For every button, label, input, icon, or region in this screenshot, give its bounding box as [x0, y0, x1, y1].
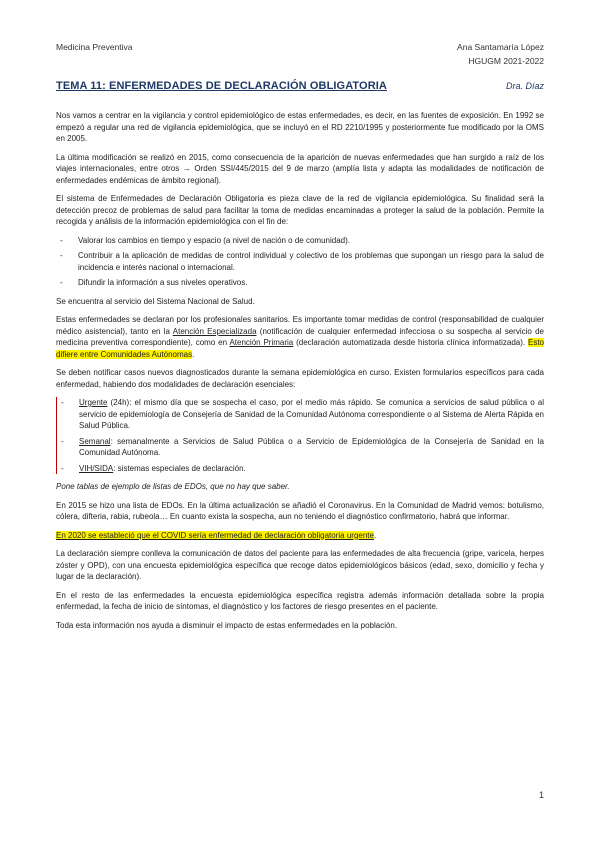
list-item — [57, 397, 544, 432]
dash-bullet: - — [61, 463, 64, 473]
list-item-text: Contribuir a la aplicación de medidas de control individual y colectivo de los problemas que supongan un riesgo para la salud de incidencia e interés nacional o internacional. — [78, 251, 544, 272]
mode-term: VIH/SIDA — [79, 463, 114, 473]
page-title: TEMA 11: ENFERMEDADES DE DECLARACIÓN OBLIGATORIA — [56, 80, 387, 92]
list-item — [57, 436, 544, 459]
dash-bullet: - — [61, 436, 64, 446]
list-item — [57, 463, 544, 475]
paragraph-last-modification — [56, 152, 544, 187]
list-item — [56, 235, 544, 247]
paragraph-impact: Toda esta información nos ayuda a disminuir el impacto de estas enfermedades en la población. — [56, 620, 398, 630]
note-tables: Pone tablas de ejemplo de listas de EDOs, que no hay que saber. — [56, 482, 290, 491]
mode-text: : sistemas especiales de declaración. — [113, 463, 246, 473]
header-course: Medicina Preventiva — [56, 42, 133, 52]
list-item — [56, 277, 544, 289]
header-hospital-year: HGUGM 2021-2022 — [468, 56, 544, 66]
atencion-primaria: Atención Primaria — [229, 338, 294, 347]
paragraph-intro: Nos vamos a centrar en la vigilancia y control epidemiológico de estas enfermedades, es decir, en las fuentes de exposición. En 1992 se empezó a regular una red de vigilancia epidemiológica, que se incluyó en el RD 2210/1995 y posteriormente fue modificado por la OMS en 2005. — [56, 111, 544, 143]
paragraph-edo-system: El sistema de Enfermedades de Declaración Obligatoria es pieza clave de la red de vigilancia epidemiológica. Su finalidad será la detección precoz de problemas de salud para facilitar la toma de medidas encaminadas a proteger la salud de la población. Permite la recogida y análisis de la información epidemiológica con el fin de: — [56, 194, 544, 226]
list-item-text: Valorar los cambios en tiempo y espacio (a nivel de nación o de comunidad). — [78, 235, 350, 245]
dash-bullet: - — [61, 398, 64, 407]
paragraph-2015-list: En 2015 se hizo una lista de EDOs. En la última actualización se añadió el Coronavirus. En la Comunidad de Madrid vemos: botulismo, cólera, difteria, rabia, rubeola… En cuanto exista la sospecha, aun no teniendo el diagnóstico confirmatorio, habrá que informar. — [56, 500, 544, 521]
mode-term: Semanal — [79, 436, 111, 446]
mode-text: (24h): el mismo día que se sospecha el caso, por el medio más rápido. Se comunica a servicios de salud pública o al servicio de epidemiología de Consejería de Sanidad de la Comunidad Autónoma correspondiente o al Sistema de Alerta Rápida en Salud Pública. — [79, 398, 544, 430]
paragraph-patient-data: La declaración siempre conlleva la comunicación de datos del paciente para las enfermedades de alta frecuencia (gripe, varicela, herpes zóster y OPD), con una encuesta epidemiológica específica que recoge datos epidemiológicos básicos (edad, sexo, domicilio y fecha y lugar de la declaración). — [56, 549, 544, 581]
lecturer-name: Dra. Díaz — [505, 81, 544, 91]
paragraph-notification: Se deben notificar casos nuevos diagnosticados durante la semana epidemiológica en curso. Existen formularios específicos para cada enfermedad, habiendo dos modalidades de declaración esenciales: — [56, 368, 544, 389]
mode-term: Urgente — [79, 398, 108, 407]
mode-text: : semanalmente a Servicios de Salud Pública o a Servicio de Epidemiológica de la Consejería de Sanidad en la Comunidad Autónoma. — [79, 436, 544, 457]
dash-bullet: - — [60, 235, 63, 245]
p2-text-b: Orden SSI/445/2015 del 9 de marzo (amplía lista y adapta las modalidades de notificación de enfermedades endémicas de ámbito regional). — [56, 164, 544, 185]
arrow-icon: → — [182, 164, 191, 173]
header-right — [457, 40, 544, 68]
paragraph-other-diseases: En el resto de las enfermedades la encuesta epidemiológica específica registra además información detallada sobre la propia enfermedad, la fecha de inicio de síntomas, el diagnóstico y los factores de riesgo presentes en el paciente. — [56, 590, 544, 611]
declaration-modes-list — [56, 397, 544, 474]
list-item-text: Difundir la información a sus niveles operativos. — [78, 278, 248, 287]
paragraph-covid — [56, 530, 544, 542]
p5-end: . — [192, 349, 195, 359]
p5-text-c: (declaración automatizada desde historia clínica informatizada). — [296, 338, 526, 347]
atencion-especializada: Atención Especializada — [172, 326, 257, 336]
dash-bullet: - — [60, 278, 63, 287]
document-body — [56, 110, 544, 638]
paragraph-declaration — [56, 314, 544, 360]
p8-end: . — [373, 530, 377, 540]
page-number: 1 — [538, 790, 544, 800]
p5-text-b: (notificación de cualquier enfermedad infecciosa o su sospecha al servicio de medicina preventiva correspondiente), como en — [56, 326, 544, 347]
title-row — [56, 80, 544, 96]
highlight-comunidades: Esto difiere entre Comunidades Autónomas — [56, 338, 544, 359]
list-item — [56, 250, 544, 273]
paragraph-sns: Se encuentra al servicio del Sistema Nacional de Salud. — [56, 296, 255, 306]
p2-text-a: La última modificación se realizó en 2015, como consecuencia de la aparición de nuevas enfermedades que han surgido a raíz de los viajes internacionales, entre otros — [56, 152, 544, 173]
dash-bullet: - — [60, 251, 63, 260]
objectives-list — [56, 235, 544, 289]
p5-text-a: Estas enfermedades se declaran por los profesionales sanitarios. Es importante tomar medidas de control (responsabilidad de cualquier médico asistencial), tanto en la — [56, 315, 544, 336]
highlight-covid: En 2020 se estableció que el COVID sería enfermedad de declaración obligatoria urgente — [56, 530, 374, 540]
header-author-name: Ana Santamaría López — [457, 42, 544, 52]
